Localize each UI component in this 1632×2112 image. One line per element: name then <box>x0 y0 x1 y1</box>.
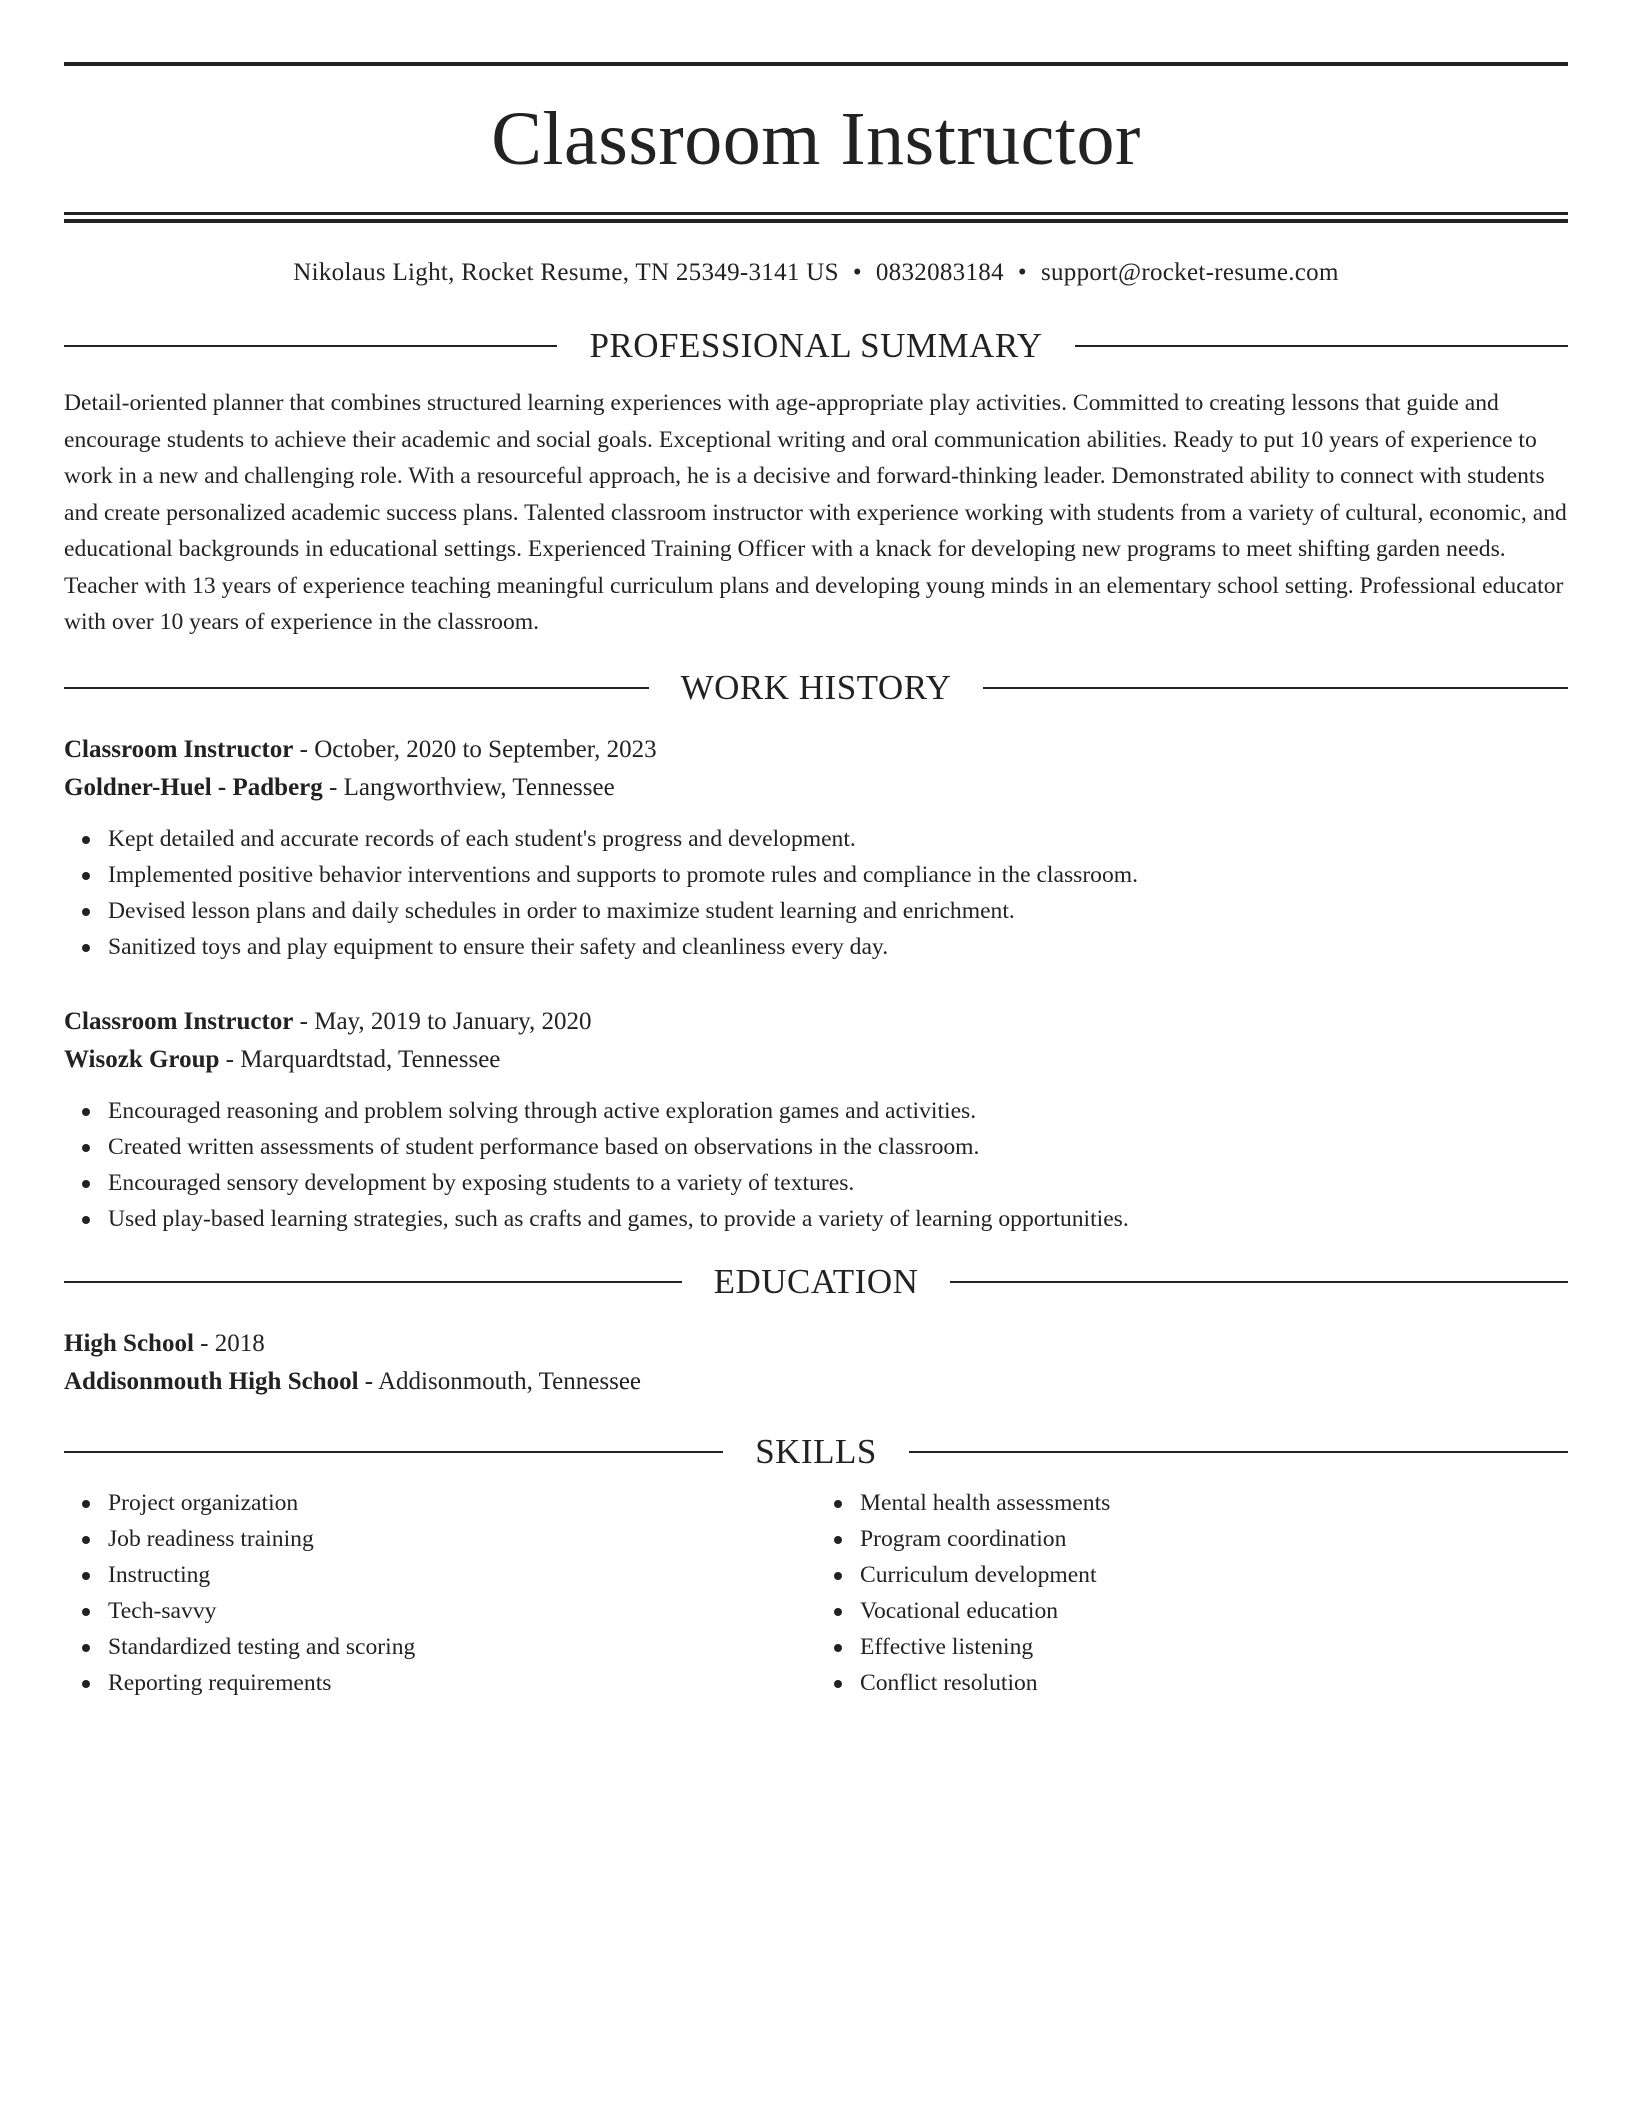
list-item: Implemented positive behavior interventions and supports to promote rules and compliance in the classroom. <box>108 857 1568 893</box>
section-title: SKILLS <box>755 1431 877 1471</box>
job-company: Goldner-Huel - Padberg <box>64 773 323 801</box>
heading-rule <box>64 345 557 347</box>
list-item: Reporting requirements <box>108 1665 816 1701</box>
education-degree: High School <box>64 1329 194 1357</box>
title-double-rule <box>64 212 1568 223</box>
job-entry <box>64 731 1568 965</box>
contact-address: Nikolaus Light, Rocket Resume, TN 25349-3141 US <box>293 259 839 286</box>
summary-text: Detail-oriented planner that combines structured learning experiences with age-appropriate play activities. Committed to creating lessons that guide and encourage students to achieve their academic and social goals. Exceptional writing and oral communication abilities. Ready to put 10 years of experience to work in a new and challenging role. With a resourceful approach, he is a decisive and forward-thinking leader. Demonstrated ability to connect with students and create personalized academic success plans. Talented classroom instructor with experience working with students from a variety of cultural, economic, and educational backgrounds in educational settings. Experienced Training Officer with a knack for developing new programs to meet shifting garden needs. Teacher with 13 years of experience teaching meaningful curriculum plans and developing young minds in an elementary school setting. Professional educator with over 10 years of experience in the classroom. <box>64 390 1567 635</box>
heading-rule <box>983 687 1568 689</box>
list-item: Project organization <box>108 1485 816 1521</box>
job-location: - Marquardtstad, Tennessee <box>219 1045 501 1073</box>
list-item: Kept detailed and accurate records of each student's progress and development. <box>108 821 1568 857</box>
skills-list-right <box>816 1485 1568 1701</box>
list-item: Standardized testing and scoring <box>108 1629 816 1665</box>
job-title-line <box>64 1003 1568 1041</box>
list-item: Used play-based learning strategies, such as crafts and games, to provide a variety of learning opportunities. <box>108 1201 1568 1237</box>
education-school: Addisonmouth High School <box>64 1367 359 1395</box>
job-title: Classroom Instructor <box>64 1007 294 1035</box>
skills-list-left <box>64 1485 816 1701</box>
list-item: Vocational education <box>860 1593 1568 1629</box>
list-item: Job readiness training <box>108 1521 816 1557</box>
contact-separator: • <box>852 259 862 286</box>
education-degree-line <box>64 1325 1568 1363</box>
list-item: Effective listening <box>860 1629 1568 1665</box>
section-heading-skills <box>64 1429 1568 1475</box>
job-dates: - May, 2019 to January, 2020 <box>293 1007 592 1035</box>
heading-rule <box>1075 345 1568 347</box>
section-title: PROFESSIONAL SUMMARY <box>589 326 1043 365</box>
list-item: Conflict resolution <box>860 1665 1568 1701</box>
job-bullet-list <box>64 1093 1568 1237</box>
contact-line <box>64 257 1568 289</box>
heading-rule <box>64 1451 723 1453</box>
section-heading-education <box>64 1259 1568 1305</box>
section-heading-work <box>64 665 1568 711</box>
education-school-line <box>64 1363 1568 1401</box>
contact-email: support@rocket-resume.com <box>1040 259 1339 286</box>
section-title: EDUCATION <box>713 1261 919 1301</box>
list-item: Encouraged reasoning and problem solving through active exploration games and activities. <box>108 1093 1568 1129</box>
contact-separator: • <box>1017 259 1027 286</box>
list-item: Encouraged sensory development by exposing students to a variety of textures. <box>108 1165 1568 1201</box>
heading-rule <box>64 1281 682 1283</box>
list-item: Instructing <box>108 1557 816 1593</box>
job-company-line <box>64 1041 1568 1079</box>
education-year: - 2018 <box>193 1329 265 1357</box>
job-company: Wisozk Group <box>64 1045 220 1073</box>
list-item: Sanitized toys and play equipment to ensure their safety and cleanliness every day. <box>108 929 1568 965</box>
heading-rule <box>950 1281 1568 1283</box>
top-rule <box>64 62 1568 66</box>
education-location: - Addisonmouth, Tennessee <box>358 1367 642 1395</box>
job-bullet-list <box>64 821 1568 965</box>
list-item: Curriculum development <box>860 1557 1568 1593</box>
skills-columns <box>64 1485 1568 1701</box>
heading-rule <box>909 1451 1568 1453</box>
list-item: Tech-savvy <box>108 1593 816 1629</box>
list-item: Devised lesson plans and daily schedules in order to maximize student learning and enrichment. <box>108 893 1568 929</box>
job-company-line <box>64 769 1568 807</box>
job-entry <box>64 1003 1568 1237</box>
list-item: Program coordination <box>860 1521 1568 1557</box>
education-entry <box>64 1325 1568 1401</box>
list-item: Created written assessments of student performance based on observations in the classroom. <box>108 1129 1568 1165</box>
section-heading-summary <box>64 323 1568 369</box>
section-title: WORK HISTORY <box>680 667 952 707</box>
heading-rule <box>64 687 649 689</box>
job-dates: - October, 2020 to September, 2023 <box>293 735 657 763</box>
list-item: Mental health assessments <box>860 1485 1568 1521</box>
job-title-line <box>64 731 1568 769</box>
job-title: Classroom Instructor <box>64 735 294 763</box>
job-location: - Langworthview, Tennessee <box>322 773 615 801</box>
contact-phone: 0832083184 <box>875 259 1004 286</box>
page-title: Classroom Instructor <box>491 97 1141 181</box>
